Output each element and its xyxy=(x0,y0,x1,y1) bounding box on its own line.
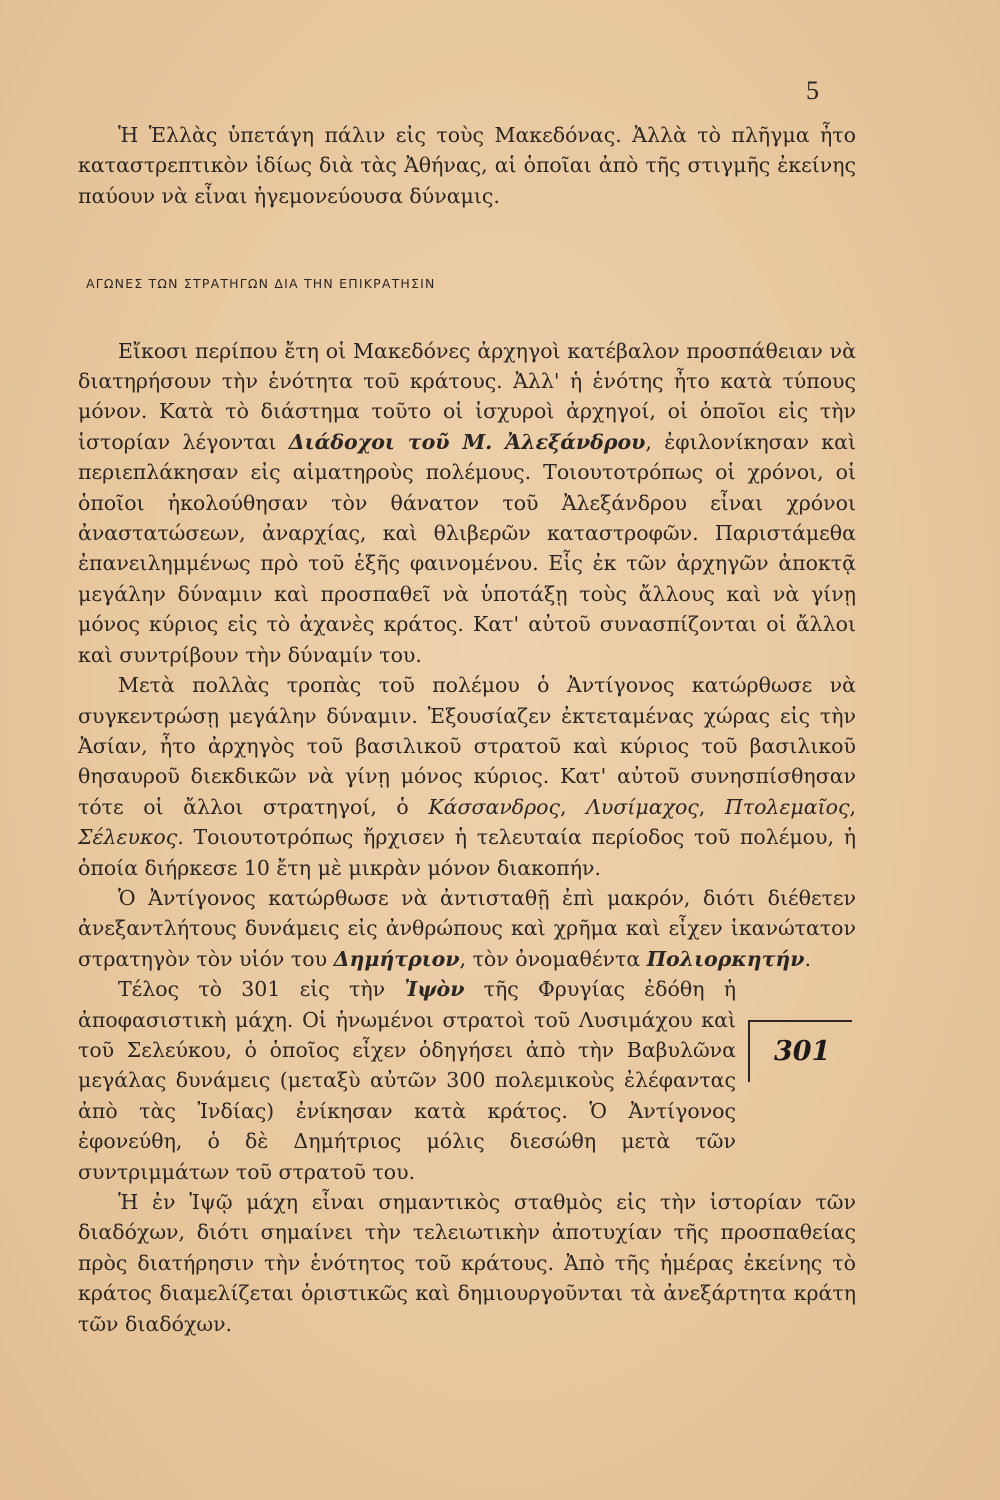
separator-2: , xyxy=(698,794,725,819)
name-lysimachos: Λυσίμαχος xyxy=(586,794,699,819)
paragraph-4-text-a: Τέλος τὸ 301 εἰς τὴν xyxy=(118,977,405,1002)
section-heading: ΑΓΩΝΕΣ ΤΩΝ ΣΤΡΑΤΗΓΩΝ ΔΙΑ ΤΗΝ ΕΠΙΚΡΑΤΗΣΙΝ xyxy=(86,276,436,292)
name-poliorkitis: Πολιορκητήν xyxy=(646,946,805,971)
paragraph-2-text-a: Μετὰ πολλὰς τροπὰς τοῦ πολέμου ὁ Ἀντίγονος κατώρθωσε νὰ συγκεντρώσῃ μεγάλην δύναμιν. Ἐξουσίαζεν ἐκτεταμένας χώρας εἰς τὴν Ἀσίαν, ἦτο ἀρχηγὸς τοῦ βασιλικοῦ στρατοῦ καὶ κύριος τοῦ βασιλικοῦ θησαυροῦ διεκδικῶν νὰ γίνῃ μόνος κύριος. Κατ' αὐτοῦ συνησπίσθησαν τότε οἱ ἄλλοι στρατηγοί, ὁ xyxy=(78,673,856,819)
paragraph-3-text-e: . xyxy=(804,946,812,971)
paragraph-2 xyxy=(78,670,856,883)
margin-date-text: 301 xyxy=(774,1036,831,1067)
paragraph-3-text-c: , τὸν ὀνομαθέντα xyxy=(459,946,647,971)
name-kassandros: Κάσσανδρος xyxy=(428,794,560,819)
body-text xyxy=(78,120,856,1339)
name-dimitrios: Δημήτριον xyxy=(333,946,460,971)
paragraph-intro: Ἡ Ἑλλὰς ὑπετάγη πάλιν εἰς τοὺς Μακεδόνας. Ἀλλὰ τὸ πλῆγμα ἦτο καταστρεπτικὸν ἰδίως διὰ τὰς Ἀθήνας, αἱ ὁποῖαι ἀπὸ τῆς στιγμῆς ἐκείνης παύουν νὰ εἶναι ἡγεμονεύουσα δύναμις. xyxy=(78,123,856,208)
page-number: 5 xyxy=(806,76,819,105)
place-ipsos: Ἰψὸν xyxy=(404,977,465,1002)
separator-1: , xyxy=(560,794,587,819)
paragraph-1-text-a: Εἴκοσι περίπου ἔτη οἱ Μακεδόνες ἀρχηγοὶ κατέβαλον προσπάθειαν νὰ διατηρήσουν τὴν ἑνότητα τοῦ κράτους. Ἀλλ' ἡ ἑνότης ἦτο κατὰ τύπους μόνον. Κατὰ τὸ διάστημα τοῦτο οἱ ἰσχυροὶ ἀρχηγοί, οἱ ὁποῖοι εἰς τὴν ἱστορίαν λέγονται xyxy=(78,338,856,454)
diadochi-term: Διάδοχοι τοῦ Μ. Ἀλεξάνδρου xyxy=(288,429,646,454)
paragraph-3-text-a: Ὁ Ἀντίγονος κατώρθωσε νὰ ἀντισταθῇ ἐπὶ μακρόν, διότι διέθετεν ἀνεξαντλήτους δυνάμεις εἰς ἀνθρώπους καὶ χρῆμα καὶ εἶχεν ἱκανώτατον στρατηγὸν τὸν υἱόν του xyxy=(78,885,856,971)
paragraph-2-text-b: . Τοιουτοτρόπως ἤρχισεν ἡ τελευταία περίοδος τοῦ πολέμου, ἡ ὁποία διήρκεσε 10 ἔτη μὲ μικρὰν μόνον διακοπήν. xyxy=(78,825,856,880)
paragraph-3 xyxy=(78,883,856,974)
name-ptolemaios: Πτολεμαῖος xyxy=(724,794,850,819)
name-seleukos: Σέλευκος xyxy=(78,825,178,850)
separator-3: , xyxy=(849,794,856,819)
margin-date-box xyxy=(748,1020,852,1082)
paragraph-4-text-c: τῆς Φρυγίας ἐδόθη ἡ ἀποφασιστικὴ μάχη. Οἱ ἡνωμένοι στρατοὶ τοῦ Λυσιμάχου καὶ τοῦ Σελεύκου, ὁ ὁποῖος εἶχεν ὁδηγήσει ἀπὸ τὴν Βαβυλῶνα μεγάλας δυνάμεις (μεταξὺ αὐτῶν 300 πολεμικοὺς ἐλέφαντας ἀπὸ τὰς Ἰνδίας) ἐνίκησαν κατὰ κράτος. Ὁ Ἀντίγονος ἐφονεύθη, ὁ δὲ Δημήτριος μόλις διεσώθη μετὰ τῶν συντριμμάτων τοῦ στρατοῦ του. xyxy=(78,977,736,1184)
paragraph-1-text-c: , ἐφιλονίκησαν καὶ περιεπλάκησαν εἰς αἱματηροὺς πολέμους. Τοιουτοτρόπως οἱ χρόνοι, οἱ ὁποῖοι ἠκολούθησαν τὸν θάνατον τοῦ Ἀλεξάνδρου εἶναι χρόνοι ἀναστατώσεων, ἀναρχίας, καὶ θλιβερῶν καταστροφῶν. Παριστάμεθα ἐπανειλημμένως πρὸ τοῦ ἑξῆς φαινομένου. Εἷς ἐκ τῶν ἀρχηγῶν ἀποκτᾷ μεγάλην δύναμιν καὶ προσπαθεῖ νὰ ὑποτάξῃ τοὺς ἄλλους καὶ νὰ γίνῃ μόνος κύριος εἰς τὸ ἀχανὲς κράτος. Κατ' αὐτοῦ συνασπίζονται οἱ ἄλλοι καὶ συντρίβουν τὴν δύναμίν του. xyxy=(78,429,856,667)
paragraph-4 xyxy=(78,974,856,1187)
paragraph-5: Ἡ ἐν Ἰψῷ μάχη εἶναι σημαντικὸς σταθμὸς εἰς τὴν ἱστορίαν τῶν διαδόχων, διότι σημαίνει τὴν τελειωτικὴν ἀποτυχίαν τῆς προσπαθείας πρὸς διατήρησιν τὴν ἑνότητος τοῦ κράτους. Ἀπὸ τῆς ἡμέρας ἐκείνης τὸ κράτος διαμελίζεται ὁριστικῶς καὶ δημιουργοῦνται τὰ ἀνεξάρτητα κράτη τῶν διαδόχων. xyxy=(78,1190,856,1336)
paragraph-1 xyxy=(78,336,856,670)
